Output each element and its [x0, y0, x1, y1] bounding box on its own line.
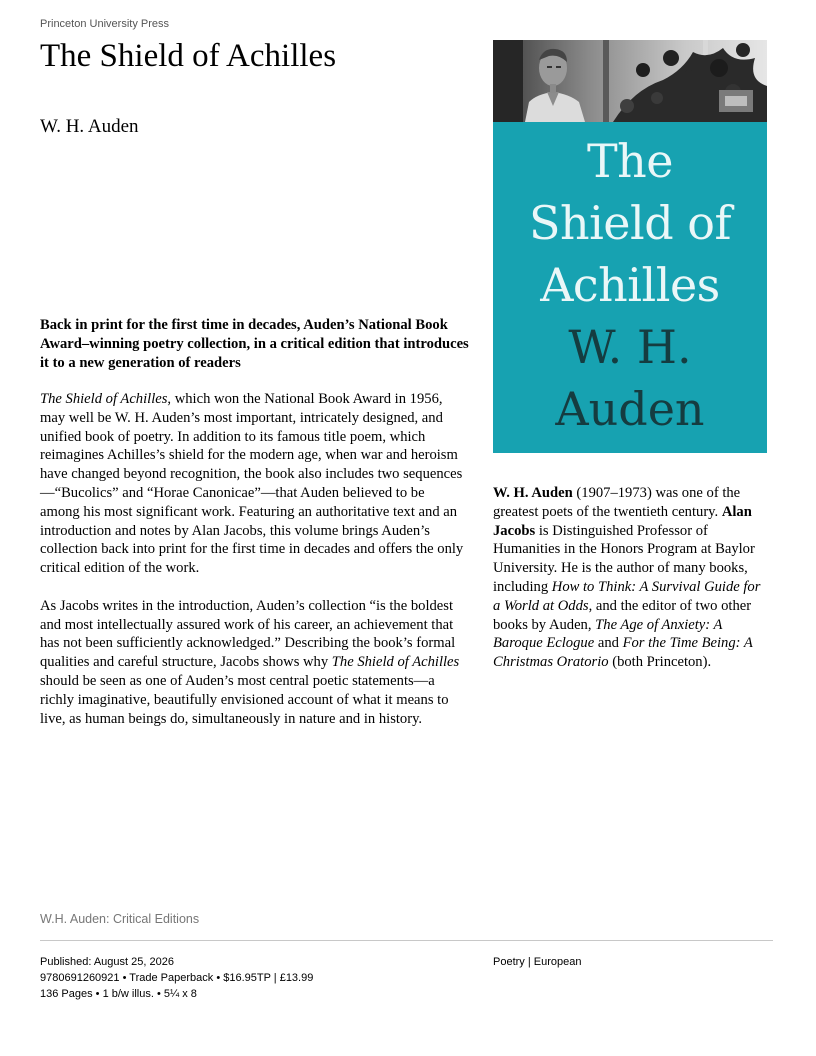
cover-title-line: Achilles — [540, 258, 720, 312]
cover-title-line: The — [586, 134, 674, 188]
publication-info — [40, 954, 313, 1002]
book-cover — [493, 40, 767, 453]
description-paragraph-2 — [40, 597, 465, 729]
isbn-format-price: 9780691260921 • Trade Paperback • $16.95TP | £13.99 — [40, 972, 314, 984]
bio-text: (1907–1973) was one of the greatest poets of the twentieth century. — [493, 485, 741, 520]
bio-book-title: How to Think: A Survival Guide for a World at Odds — [493, 578, 761, 614]
bio-book-title: The Age of Anxiety: A Baroque Eclogue — [493, 616, 723, 652]
book-tagline: Back in print for the first time in decades, Auden’s National Book Award–winning poetry collection, in a critical edition that introduces it to a new generation of readers — [40, 317, 469, 371]
bio-author-name: W. H. Auden — [493, 485, 573, 501]
author-photo — [493, 40, 767, 122]
bio-editor-name: Alan Jacobs — [493, 503, 752, 539]
bio-text: and — [594, 635, 623, 652]
description-text: , which won the National Book Award in 1956, may well be W. H. Auden’s most important, intricately designed, and unified book of poetry. In addition to its famous title poem, which reimagines Achilles’s shield for the modern age, when war and heroism have changed beyond recognition, the book also includes two sequences—“Bucolics” and “Horae Canonicae”—that Auden believed to be among his most significant work. Featuring an authoritative text and an introduction and notes by Alan Jacobs, this volume brings Auden’s collection back into print for the first time in decades and offers the only critical edition of the work. — [40, 391, 464, 577]
description-book-title: The Shield of Achilles — [331, 654, 460, 671]
bio-text: (both Princeton). — [608, 654, 712, 671]
description-text: should be seen as one of Auden’s most central poetic statements—a richly imaginative, beautifully envisioned account of what it means to live, as human beings do, simultaneously in nature and in history. — [40, 672, 449, 727]
bio-text: , and the editor of two other books by Auden, — [493, 597, 752, 633]
description-text: As Jacobs writes in the introduction, Auden’s collection “is the boldest and most intellectually assured work of his career, an achievement that has not been sufficiently acknowledged.” Describing the book’s formal qualities and careful structure, Jacobs shows why — [40, 597, 456, 671]
book-author: W. H. Auden — [40, 116, 139, 137]
book-description — [40, 390, 465, 747]
bio-book-title: For the Time Being: A Christmas Oratorio — [493, 635, 753, 671]
publication-date: Published: August 25, 2026 — [40, 956, 174, 968]
pages-illustrations-size: 136 Pages • 1 b/w illus. • 5¼ x 8 — [40, 988, 197, 1000]
series-name: W.H. Auden: Critical Editions — [40, 912, 200, 926]
cover-author-line: W. H. — [568, 320, 692, 374]
subject-category: Poetry | European — [493, 956, 582, 968]
cover-title-line: Shield of — [528, 196, 732, 250]
cover-text — [493, 130, 767, 440]
book-title: The Shield of Achilles — [40, 38, 337, 74]
description-paragraph-1 — [40, 390, 465, 578]
divider — [40, 940, 773, 941]
description-book-title: The Shield of Achilles — [40, 391, 168, 407]
cover-author-line: Auden — [555, 382, 705, 436]
bio-text: is Distinguished Professor of Humanities in the Honors Program at Baylor University. He is the author of many books, including — [493, 522, 755, 595]
author-bio — [493, 484, 768, 672]
publisher-name: Princeton University Press — [40, 18, 169, 30]
